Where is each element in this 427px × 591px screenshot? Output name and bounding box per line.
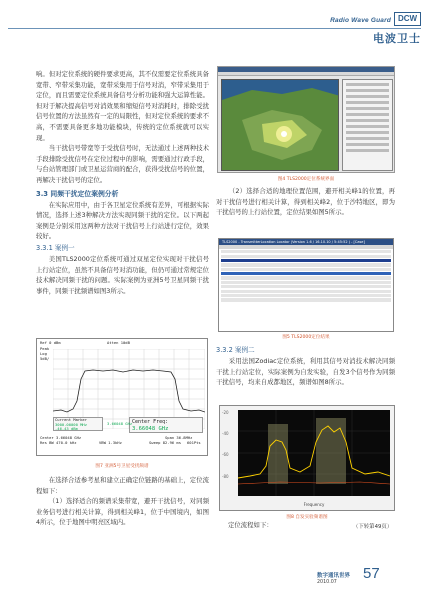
map-view [221, 79, 339, 171]
marker-title: Current Marker [55, 417, 88, 422]
table-row [221, 268, 391, 271]
paragraph: 定位流程如下： [228, 521, 273, 529]
table-row [221, 281, 391, 284]
continued-note: （下转第49页） [353, 524, 393, 530]
page-number: 57 [363, 565, 380, 582]
marker-freq: 3000.00000 MHz [55, 421, 88, 427]
right-column-bottom [228, 520, 348, 531]
scale-label: Peak [40, 346, 50, 351]
paragraph: 当干扰信号带宽等于受扰信号时，无法通过上述两种技术手段排除受扰信号在定位过程中的影响，需要通过行政手段，与台站管理部门或卫星运营商的配合，获得受扰信号的位置，再解决干扰信号的定位。 [36, 144, 209, 184]
paragraph: 响。但对定位系统的硬件要求更高，其不仅需要定位系统具备宽带、窄带采集功能，宽带采集用于信号对消，窄带采集用于定位，而且需要定位系统具备信号分析功能和强大运算性能。但对于解决提高信号对消效果和缩短信号对消耗时，排除受扰信号位置的方法虽然有一定的局限性，但对定位系统的要求不高，不需要具备更多地功能模块，传统的定位系统就可以实现。 [36, 70, 209, 142]
paragraph: 在选择合适参考星和建立正确定位链路的基础上，定位流程如下： [36, 476, 209, 495]
spectrum-analyzer-figure [36, 338, 208, 456]
toolbar [219, 245, 393, 249]
center-freq-box [129, 417, 203, 433]
window-titlebar: TLS2000 - TransmitterLocation Locator (Version 1.6 / 16.10.10 / 5:45:52 ) - [Case] [219, 239, 393, 245]
rbw-label: Res BW 470.0 kHz [40, 440, 77, 445]
svg-text:-40: -40 [222, 431, 229, 436]
table-row [221, 263, 391, 266]
table-row [221, 290, 391, 293]
marker-level: -46.43 dBm [55, 426, 78, 431]
paragraph: （1）选择适合的频谱采集带宽，避开干扰信号，对同频业务信号进行相关计算，得到相关峰1，位于中国境内，如图4所示，位于地图中明亮区域内。 [36, 497, 209, 527]
subsection-heading: 3.3.1 案例一 [36, 243, 75, 252]
window-menubar [218, 72, 394, 76]
issue-date: 2010.07 [317, 580, 337, 585]
self-test-spectrum-figure [219, 405, 395, 511]
marker-box [53, 417, 103, 431]
right-column [216, 186, 395, 218]
table-row [221, 276, 391, 279]
map-drawing [222, 80, 339, 171]
scale-label: 5dB/ [40, 356, 50, 361]
svg-text:-80: -80 [222, 474, 229, 479]
table-row [221, 298, 391, 301]
subsection-heading: 3.3.2 案例二 [216, 346, 255, 354]
freq-readout: 3.66048 GHz [107, 421, 133, 426]
left-column [36, 69, 209, 296]
center-freq-value: 3.66048 GHz [132, 426, 169, 432]
section-heading: 3.3 同频干扰定位案例分析 [36, 189, 119, 198]
table-row [221, 255, 391, 258]
sweep-label: Sweep 82.96 ms [149, 440, 182, 445]
figure-caption: 图8 自发实验频谱图 [286, 515, 328, 520]
atten-label: Atten 10dB [107, 340, 130, 345]
table-row [221, 285, 391, 288]
column-title-cn: 电波卫士 [373, 32, 421, 45]
right-column-mid [216, 344, 395, 388]
column-title-en: Radio Wave Guard [330, 17, 391, 24]
tls2000-map-figure [217, 66, 395, 173]
magazine-name: 数字通讯世界 [317, 573, 351, 579]
points-label: 601Pts [187, 440, 201, 445]
paragraph: 美国TLS2000定位系统可通过双星定位实现对干扰信号上行站定位，虽然不具备信号对消功能，但仍可通过常规定位技术解决同频干扰的问题。实际案例为亚洲5号卫星同频干扰事件，同频干扰频谱如图3所示。 [36, 254, 209, 295]
control-panel [342, 79, 393, 171]
svg-text:-60: -60 [222, 452, 229, 457]
paragraph: 在实际应用中，由于各卫星定位系统有差异，可根据实际情况，选择上述3种解决方法实现同频干扰的定位。以下两起案例是分别采用这两种方法对干扰信号上行站进行定位，效果较好。 [36, 200, 209, 241]
figure-caption: 图4 TLS2000定位系统界面 [277, 177, 335, 182]
figure-caption: 图7 亚洲5号卫星受扰频谱 [95, 464, 149, 469]
x-axis-label: Frequency [303, 502, 325, 507]
figure-caption: 图5 TLS2000定位结果 [282, 335, 330, 340]
paragraph: 采用法国Zodiac定位系统，利用其信号对消技术解决同频干扰上行站定位，实际案例为自发实验，自发3个信号作为同频干扰信号，均来自成都地区，频谱如图8所示。 [216, 357, 395, 387]
svg-text:-20: -20 [222, 410, 229, 415]
span-label: Span 36.8MHz [165, 435, 193, 440]
left-column-bottom [36, 475, 209, 528]
spectrum-plot [220, 406, 396, 512]
table-row [221, 250, 391, 253]
table-row [221, 272, 391, 275]
vbw-label: VBW 1.3kHz [99, 440, 122, 445]
tls2000-result-figure [218, 238, 394, 332]
magazine-logo: DCW [394, 12, 421, 26]
ref-label: Ref 0 dBm [40, 340, 61, 345]
paragraph: （2）选择合适的地理位置范围，避开相关峰1的位置，再对干扰信号进行相关计算，得到相关峰2，位于沙特地区，即为干扰信号的上行站位置，定位结果如图5所示。 [216, 187, 395, 217]
center-label: Center 3.66048 GHz [40, 435, 82, 440]
header-divider [8, 28, 421, 29]
table-row [221, 259, 391, 262]
table-row [221, 294, 391, 297]
scale-label: Log [40, 351, 47, 356]
center-freq-title: Center Freq: [132, 419, 169, 425]
